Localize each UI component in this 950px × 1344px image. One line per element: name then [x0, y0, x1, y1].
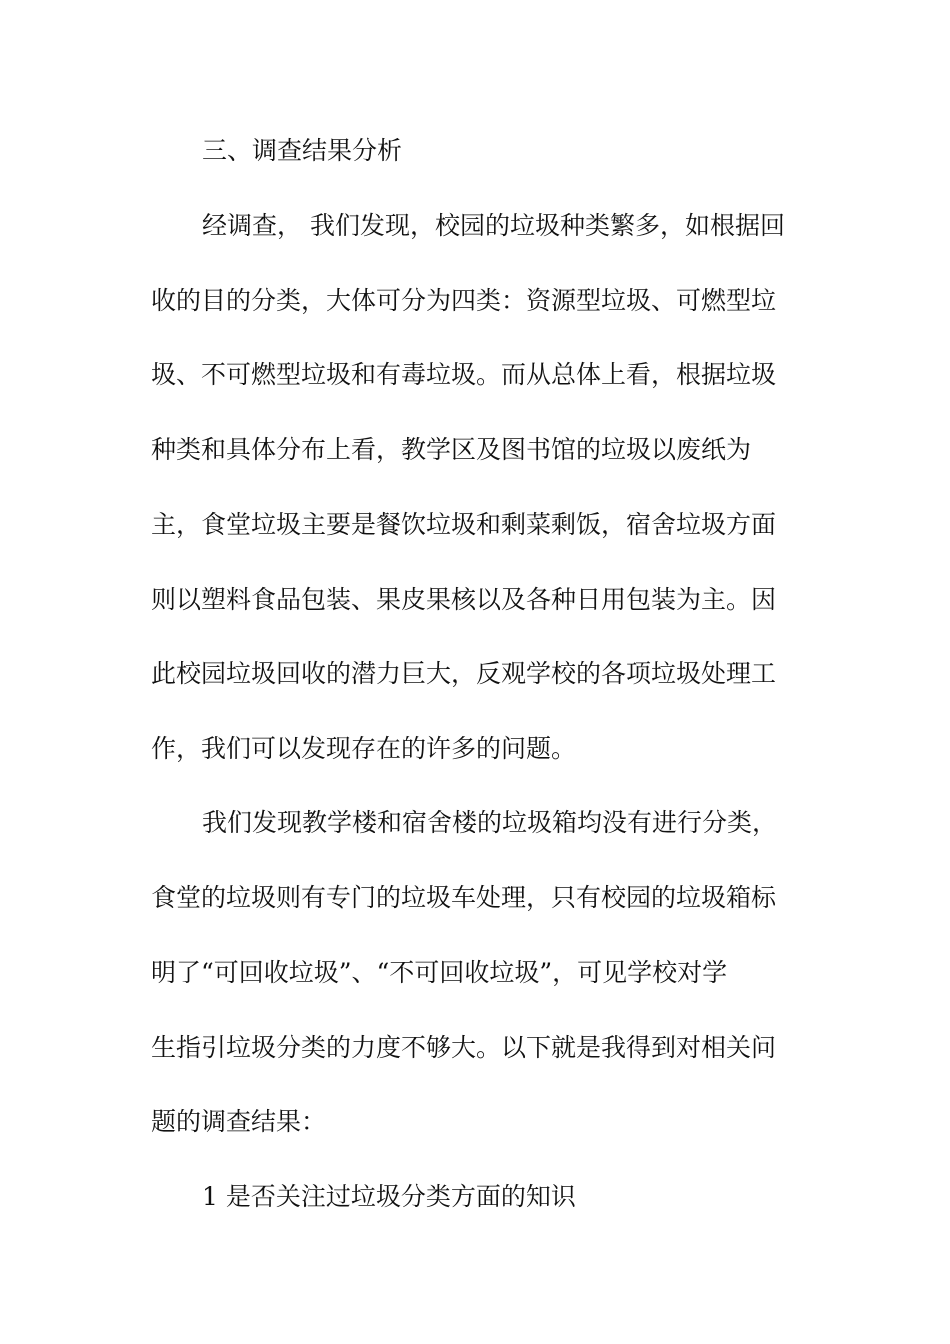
paragraph-1-line-2: 收的目的分类，大体可分为四类：资源型垃圾、可燃型垃: [151, 286, 777, 315]
paragraph-2-line-3: 明了“可回收垃圾”、“不可回收垃圾”，可见学校对学: [151, 958, 728, 987]
paragraph-1-line-3: 圾、不可燃型垃圾和有毒垃圾。而从总体上看，根据垃圾: [151, 360, 777, 389]
list-item-1: 1 是否关注过垃圾分类方面的知识: [202, 1182, 576, 1211]
paragraph-2-line-2: 食堂的垃圾则有专门的垃圾车处理，只有校园的垃圾箱标: [151, 883, 777, 912]
paragraph-1-line-5: 主，食堂垃圾主要是餐饮垃圾和剩菜剩饭，宿舍垃圾方面: [151, 510, 777, 539]
paragraph-1-line-1: 经调查， 我们发现，校园的垃圾种类繁多，如根据回: [202, 211, 785, 240]
paragraph-2-line-1: 我们发现教学楼和宿舍楼的垃圾箱均没有进行分类，: [202, 808, 778, 837]
paragraph-1-line-7: 此校园垃圾回收的潜力巨大，反观学校的各项垃圾处理工: [151, 659, 777, 688]
paragraph-1-line-8: 作，我们可以发现存在的许多的问题。: [151, 734, 577, 763]
paragraph-2-line-5: 题的调查结果：: [151, 1107, 327, 1136]
paragraph-1-line-4: 种类和具体分布上看，教学区及图书馆的垃圾以废纸为: [151, 435, 752, 464]
section-heading: 三、调查结果分析: [202, 136, 403, 165]
paragraph-1-line-6: 则以塑料食品包装、果皮果核以及各种日用包装为主。因: [151, 585, 777, 614]
paragraph-2-line-4: 生指引垃圾分类的力度不够大。以下就是我得到对相关问: [151, 1033, 777, 1062]
